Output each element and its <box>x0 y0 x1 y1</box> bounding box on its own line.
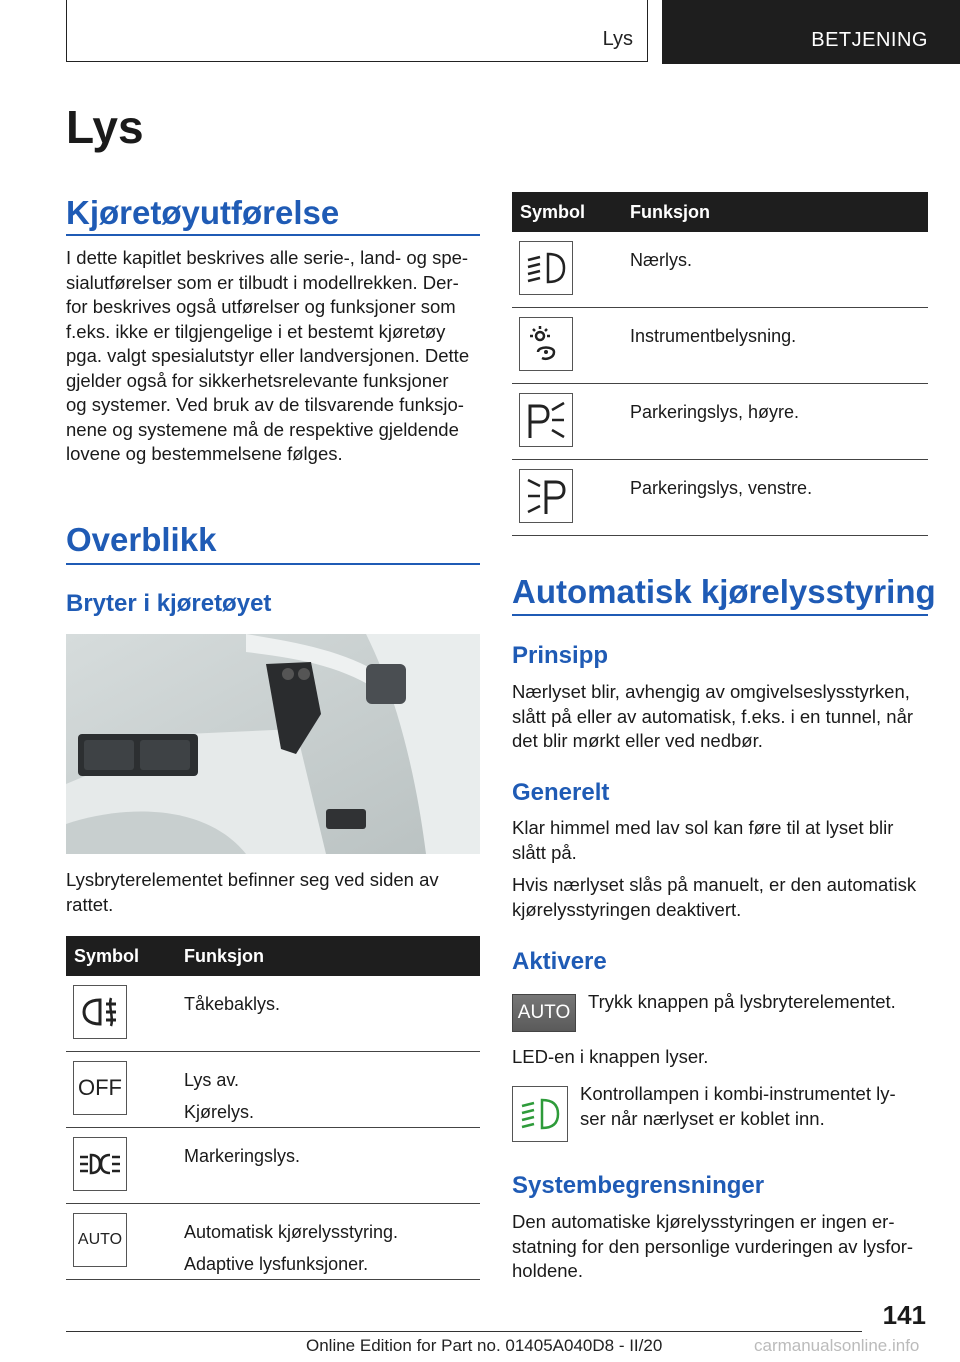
page-title: Lys <box>66 101 144 153</box>
table-header-symbol: Symbol <box>74 946 140 966</box>
table-row <box>512 232 928 308</box>
table-row <box>66 1128 480 1204</box>
heading-kjoretoy: Kjøretøyutførelse <box>66 194 340 231</box>
symbol-table-right <box>512 192 928 536</box>
generelt-paragraph-2: Hvis nærlyset slås på manuelt, er den automatisk kjørelysstyringen deaktivert. <box>512 874 917 920</box>
fog-light-icon <box>73 985 127 1039</box>
heading-prinsipp: Prinsipp <box>512 642 609 669</box>
table-header <box>512 192 928 232</box>
table-row <box>66 1204 480 1280</box>
parking-light-left-icon <box>519 469 573 523</box>
function-text: Adaptive lysfunksjoner. <box>184 1254 369 1274</box>
heading-bryter: Bryter i kjøretøyet <box>66 590 272 617</box>
table-row <box>512 460 928 536</box>
image-caption: Lysbryterelementet befinner seg ved siden av rattet. <box>66 869 439 915</box>
heading-systembegrensninger: Systembegrensninger <box>512 1172 765 1199</box>
aktivere-step: Trykk knappen på lysbryterelementet. <box>588 991 896 1012</box>
function-text: Parkeringslys, venstre. <box>630 478 813 498</box>
table-row <box>66 1052 480 1128</box>
intro-paragraph: I dette kapitlet beskrives alle serie-, land- og spe- sialutførelser som er tilbudt i modellrekken. Der- for beskrives også utførelser og funksjoner som f.eks. ikke er tilgjengelige i et bestemt kjøretøy pga. valgt spesialutstyr eller landversjonen. Dette gjelder også for sikkerhetsrelevante funksjoner og systemer. Ved bruk av de tilsvarende funksjo- nene og systemene må de respektive gjeldende lovene og bestemmelsene følges. <box>66 247 470 464</box>
aktivere-lamp-note: Kontrollampen i kombi-instrumentet ly- ser når nærlyset er koblet inn. <box>580 1083 896 1129</box>
header-section-box <box>66 0 648 62</box>
header-chapter-title: BETJENING <box>811 29 928 51</box>
system-paragraph: Den automatiske kjørelysstyringen er ingen er- statning for den personlige vurderingen av lysfor- holdene. <box>512 1211 914 1281</box>
table-header-funksjon: Funksjon <box>630 202 710 222</box>
function-text: Instrumentbelysning. <box>630 326 797 346</box>
table-row <box>512 384 928 460</box>
table-row <box>66 976 480 1052</box>
low-beam-icon <box>519 241 573 295</box>
function-text: Parkeringslys, høyre. <box>630 402 800 422</box>
function-text: Automatisk kjørelysstyring. <box>184 1222 399 1242</box>
heading-generelt: Generelt <box>512 779 610 806</box>
symbol-table-left <box>66 936 480 1280</box>
aktivere-led-note: LED-en i knappen lyser. <box>512 1046 709 1067</box>
page-number: 141 <box>882 1300 926 1330</box>
parking-light-right-icon <box>519 393 573 447</box>
heading-aktivere: Aktivere <box>512 948 607 975</box>
low-beam-indicator-icon <box>512 1086 568 1142</box>
heading-overblikk: Overblikk <box>66 521 217 558</box>
header-chapter-box <box>662 0 960 64</box>
generelt-paragraph-1: Klar himmel med lav sol kan føre til at lyset blir slått på. <box>512 817 894 863</box>
table-header-funksjon: Funksjon <box>184 946 264 966</box>
function-text: Nærlys. <box>630 250 692 270</box>
watermark: carmanualsonline.info <box>754 1336 920 1355</box>
footer-rule <box>66 1331 862 1332</box>
table-header <box>66 936 480 976</box>
table-header-symbol: Symbol <box>520 202 586 222</box>
off-icon: OFF <box>73 1061 127 1115</box>
header-section-title: Lys <box>602 28 633 50</box>
heading-automatisk: Automatisk kjørelysstyring <box>512 573 936 610</box>
side-marker-light-icon <box>73 1137 127 1191</box>
auto-icon: AUTO <box>73 1213 127 1267</box>
function-text: Lys av. <box>184 1070 240 1090</box>
function-text: Kjørelys. <box>184 1102 255 1122</box>
table-row <box>512 308 928 384</box>
auto-button-icon: AUTO <box>512 994 576 1032</box>
function-text: Markeringslys. <box>184 1146 301 1166</box>
function-text: Tåkebaklys. <box>184 994 281 1014</box>
heading-rule <box>66 234 480 236</box>
instrument-lighting-icon <box>519 317 573 371</box>
heading-rule <box>66 563 480 565</box>
dashboard-light-switch-image <box>66 634 480 854</box>
footer-edition: Online Edition for Part no. 01405A040D8 - II/20 <box>306 1336 663 1355</box>
prinsipp-paragraph: Nærlyset blir, avhengig av omgivelseslysstyrken, slått på eller av automatisk, f.eks. i en tunnel, når det blir mørkt eller ved nedbør. <box>512 681 914 751</box>
heading-rule <box>512 614 928 616</box>
